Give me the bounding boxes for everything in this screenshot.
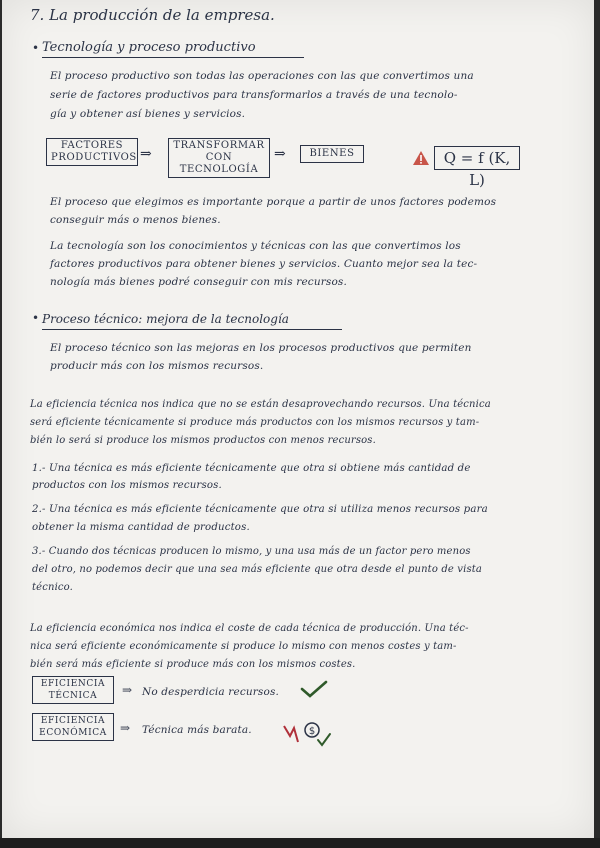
text-line: nica será eficiente económicamente si produce lo mismo con menos costes y tam- (30, 641, 457, 652)
text-line: El proceso que elegimos es importante porque a partir de unos factores podemos (50, 196, 497, 208)
list-item: del otro, no podemos decir que una sea más eficiente que otra desde el punto de vista (32, 564, 483, 575)
technical-efficiency-text: No desperdicia recursos. (142, 686, 279, 698)
money-sticker-icon (282, 720, 332, 748)
box-technical-efficiency: EFICIENCIA TÉCNICA (32, 676, 114, 704)
production-function: Q = f (K, L) (434, 146, 520, 170)
list-item: 3.- Cuando dos técnicas producen lo mismo, y una usa más de un factor pero menos (32, 546, 471, 557)
heading-underline (42, 57, 304, 58)
section-heading-technical-progress: Proceso técnico: mejora de la tecnología (42, 312, 289, 326)
text-line: El proceso técnico son las mejoras en los procesos productivos que permiten (50, 342, 472, 354)
svg-text:$: $ (308, 726, 316, 737)
text-line: nología más bienes podré conseguir con mis recursos. (50, 276, 347, 288)
warning-icon (412, 150, 430, 166)
notebook-page (2, 0, 594, 838)
diagram-box-goods: BIENES (300, 145, 364, 163)
heading-underline (42, 329, 342, 330)
double-arrow-icon: ⇒ (140, 146, 152, 162)
bullet-icon: • (32, 41, 40, 55)
double-arrow-icon: ⇒ (120, 721, 131, 735)
text-line: producir más con los mismos recursos. (50, 360, 264, 372)
text-line: La eficiencia técnica nos indica que no se están desaprovechando recursos. Una técnica (30, 399, 491, 410)
list-item: 1.- Una técnica es más eficiente técnicamente que otra si obtiene más cantidad de (32, 463, 471, 474)
text-line: factores productivos para obtener bienes y servicios. Cuanto mejor sea la tec- (50, 258, 478, 270)
text-line: será eficiente técnicamente si produce más productos con los mismos recursos y tam- (30, 417, 480, 428)
checkmark-icon (300, 680, 328, 698)
list-item: obtener la misma cantidad de productos. (32, 522, 250, 533)
text-line: serie de factores productivos para transformarlos a través de una tecnolo- (50, 89, 458, 101)
text-line: La tecnología son los conocimientos y técnicas con las que convertimos los (50, 240, 461, 252)
text-line: conseguir más o menos bienes. (50, 214, 221, 226)
economic-efficiency-text: Técnica más barata. (142, 724, 252, 736)
list-item: 2.- Una técnica es más eficiente técnicamente que otra si utiliza menos recursos para (32, 504, 488, 515)
text-line: gía y obtener así bienes y servicios. (50, 108, 246, 120)
text-line: bién lo será si produce los mismos productos con menos recursos. (30, 435, 376, 446)
bullet-icon: • (32, 311, 40, 325)
list-item: productos con los mismos recursos. (32, 480, 222, 491)
double-arrow-icon: ⇒ (122, 683, 133, 697)
text-line: El proceso productivo son todas las operaciones con las que convertimos una (50, 70, 474, 82)
list-item: técnico. (32, 582, 73, 593)
diagram-box-transform: TRANSFORMAR CON TECNOLOGÍA (168, 138, 270, 178)
page-edge (0, 838, 600, 848)
page-title: 7. La producción de la empresa. (30, 6, 275, 24)
box-economic-efficiency: EFICIENCIA ECONÓMICA (32, 713, 114, 741)
text-line: bién será más eficiente si produce más con los mismos costes. (30, 659, 356, 670)
text-line: La eficiencia económica nos indica el coste de cada técnica de producción. Una téc- (30, 623, 469, 634)
diagram-box-factors: FACTORES PRODUCTIVOS (46, 138, 138, 166)
double-arrow-icon: ⇒ (274, 146, 286, 162)
section-heading-technology: Tecnología y proceso productivo (42, 40, 256, 55)
